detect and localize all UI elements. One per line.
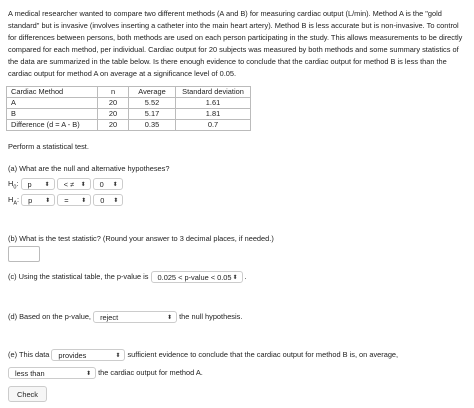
ha-operator-select[interactable]: = ⬍ <box>57 194 91 206</box>
table-cell: 1.61 <box>176 98 251 109</box>
h0-parameter-select[interactable]: p ⬍ <box>21 178 55 190</box>
table-header-row <box>7 87 251 98</box>
part-e-suffix: the cardiac output for method A. <box>98 367 203 377</box>
table-cell: 20 <box>98 109 129 120</box>
column-header: Cardiac Method <box>7 87 98 98</box>
test-statistic-input[interactable] <box>8 246 40 262</box>
table-cell: A <box>7 98 98 109</box>
table-row <box>7 98 251 109</box>
null-hypothesis-row <box>8 178 123 190</box>
ha-label: $H_A$: <box>8 194 20 207</box>
summary-table <box>6 86 251 131</box>
column-header: Average <box>129 87 176 98</box>
chevron-updown-icon: ⬍ <box>232 275 238 281</box>
part-e-row-1 <box>8 349 398 361</box>
part-c-prefix: (c) Using the statistical table, the p-value is <box>8 271 149 281</box>
comparison-select[interactable]: less than ⬍ <box>8 367 96 379</box>
chevron-updown-icon: ⬍ <box>115 353 121 359</box>
perform-instruction: Perform a statistical test. <box>8 142 89 151</box>
part-d-row <box>8 311 242 323</box>
chevron-updown-icon: ⬍ <box>113 198 119 204</box>
table-cell: 20 <box>98 98 129 109</box>
part-c-suffix: . <box>244 271 247 281</box>
part-e-row-2 <box>8 367 203 379</box>
table-row <box>7 120 251 131</box>
table-cell: B <box>7 109 98 120</box>
part-d-prefix: (d) Based on the p-value, <box>8 311 91 321</box>
chevron-updown-icon: ⬍ <box>112 182 118 188</box>
chevron-updown-icon: ⬍ <box>45 198 51 204</box>
table-cell: 0.7 <box>176 120 251 131</box>
problem-statement: A medical researcher wanted to compare two different methods (A and B) for measuring cardiac output (L/min). Method A is the "gold standard" but is invasive (involves inserting a catheter into the main heart artery). Method B is less accurate but is non-invasive. To control for differences between persons, both methods are used on each person participating in the study. This allows measurements to be directly compared for each method, per individual. Cardiac output for 20 subjects was measured by both methods and some summary statistics of the data are summarized in the table below. Is there enough evidence to conclude that the cardiac output for method B is less than the cardiac output for method A on average at a significance level of 0.05. <box>8 9 463 79</box>
chevron-updown-icon: ⬍ <box>85 371 91 377</box>
chevron-updown-icon: ⬍ <box>81 198 87 204</box>
check-button[interactable]: Check <box>8 386 47 402</box>
chevron-updown-icon: ⬍ <box>44 182 50 188</box>
column-header: Standard deviation <box>176 87 251 98</box>
h0-label: $H_0$: <box>8 178 19 191</box>
part-e-middle: sufficient evidence to conclude that the cardiac output for method B is, on average, <box>127 349 399 359</box>
h0-value-select[interactable]: 0 ⬍ <box>93 178 123 190</box>
table-cell: 5.52 <box>129 98 176 109</box>
table-row <box>7 109 251 120</box>
part-b-question: (b) What is the test statistic? (Round your answer to 3 decimal places, if needed.) <box>8 234 274 243</box>
ha-parameter-select[interactable]: p ⬍ <box>21 194 55 206</box>
part-d-suffix: the null hypothesis. <box>179 311 243 321</box>
table-cell: 1.81 <box>176 109 251 120</box>
table-cell: 0.35 <box>129 120 176 131</box>
part-c-row <box>8 271 247 283</box>
chevron-updown-icon: ⬍ <box>80 182 86 188</box>
chevron-updown-icon: ⬍ <box>167 315 173 321</box>
h0-operator-select[interactable]: < ≠ ⬍ <box>57 178 91 190</box>
p-value-select[interactable]: 0.025 < p-value < 0.05 ⬍ <box>151 271 243 283</box>
evidence-select[interactable]: provides ⬍ <box>51 349 125 361</box>
part-e-prefix: (e) This data <box>8 349 50 359</box>
table-cell: Difference (d = A - B) <box>7 120 98 131</box>
part-a-question: (a) What are the null and alternative hypotheses? <box>8 164 170 173</box>
table-cell: 20 <box>98 120 129 131</box>
ha-value-select[interactable]: 0 ⬍ <box>93 194 123 206</box>
part-b-answer-row <box>8 246 40 264</box>
table-cell: 5.17 <box>129 109 176 120</box>
decision-select[interactable]: reject ⬍ <box>93 311 177 323</box>
alternative-hypothesis-row <box>8 194 123 206</box>
column-header: n <box>98 87 129 98</box>
